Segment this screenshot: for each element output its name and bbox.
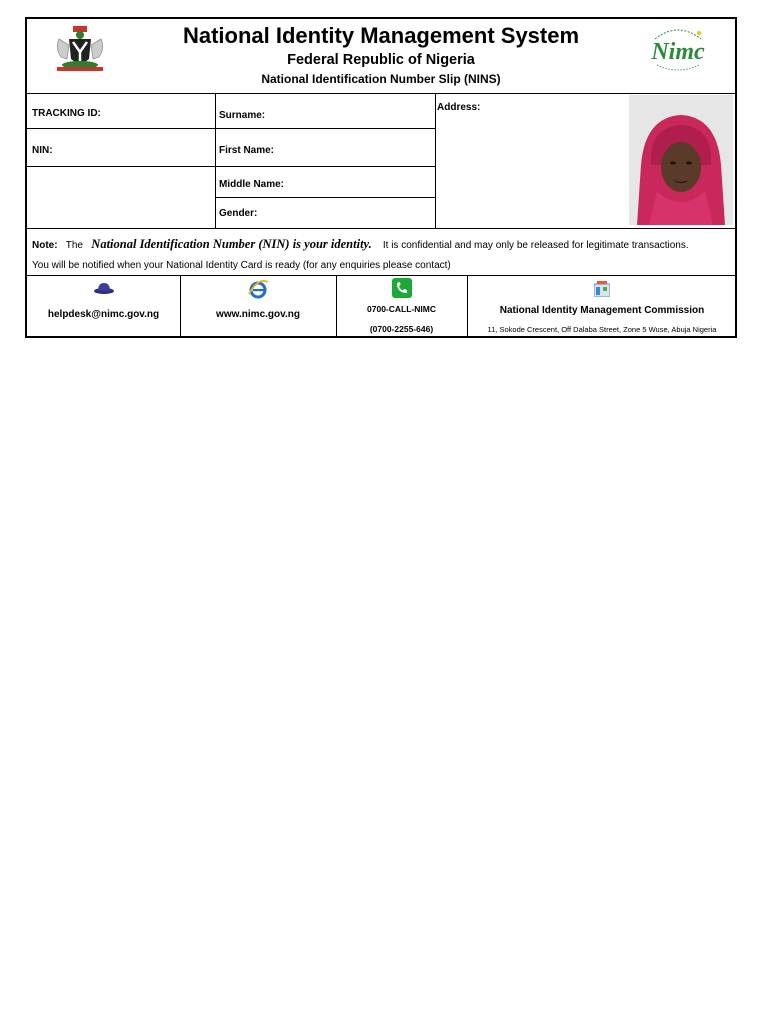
divider	[215, 197, 435, 198]
org-address: 11, Sokode Crescent, Off Dalaba Street, Zone 5 Wuse, Abuja Nigeria	[487, 325, 717, 334]
phone-text[interactable]: 0700-CALL-NIMC	[367, 304, 436, 314]
footer-website-cell	[180, 276, 336, 338]
org-name: National Identity Management Commission	[499, 305, 705, 316]
nins-slip	[25, 17, 737, 338]
internet-explorer-icon	[247, 279, 269, 299]
divider	[27, 228, 735, 229]
tracking-id-label: TRACKING ID:	[32, 108, 101, 119]
identity-note	[32, 237, 689, 252]
slip-header	[27, 19, 735, 94]
divider	[27, 166, 435, 167]
nimc-logo	[643, 25, 713, 73]
page-subtitle: Federal Republic of Nigeria	[287, 52, 475, 68]
note-emphasis: National Identification Number (NIN) is your identity.	[91, 237, 372, 251]
note-label: Note:	[32, 240, 58, 251]
page-title: National Identity Management System	[182, 23, 580, 48]
footer-phone-cell	[336, 276, 467, 338]
hat-icon	[94, 281, 114, 295]
surname-label: Surname:	[219, 110, 266, 121]
note-suffix: It is confidential and may only be released for legitimate transactions.	[382, 240, 689, 251]
slip-title: National Identification Number Slip (NINS)	[261, 72, 501, 86]
nimc-logo-text: Nimc	[651, 39, 705, 65]
website-link[interactable]: www.nimc.gov.ng	[216, 309, 300, 320]
note-prefix: The	[65, 240, 83, 251]
card-ready-notice: You will be notified when your National Identity Card is ready (for any enquiries please contact)	[32, 260, 451, 271]
divider	[27, 128, 435, 129]
divider	[435, 93, 436, 228]
phone-number[interactable]: (0700-2255-646)	[369, 324, 434, 334]
phone-icon	[392, 278, 412, 298]
holder-photo	[629, 95, 733, 225]
gender-label: Gender:	[219, 208, 258, 219]
building-icon	[594, 281, 610, 297]
middle-name-label: Middle Name:	[219, 179, 285, 190]
nin-label: NIN:	[32, 145, 53, 156]
footer-email-cell	[27, 276, 180, 338]
divider	[215, 93, 216, 228]
first-name-label: First Name:	[219, 145, 275, 156]
address-label: Address:	[437, 102, 481, 113]
footer-org-cell	[467, 276, 737, 338]
helpdesk-email-link[interactable]: helpdesk@nimc.gov.ng	[47, 309, 160, 320]
